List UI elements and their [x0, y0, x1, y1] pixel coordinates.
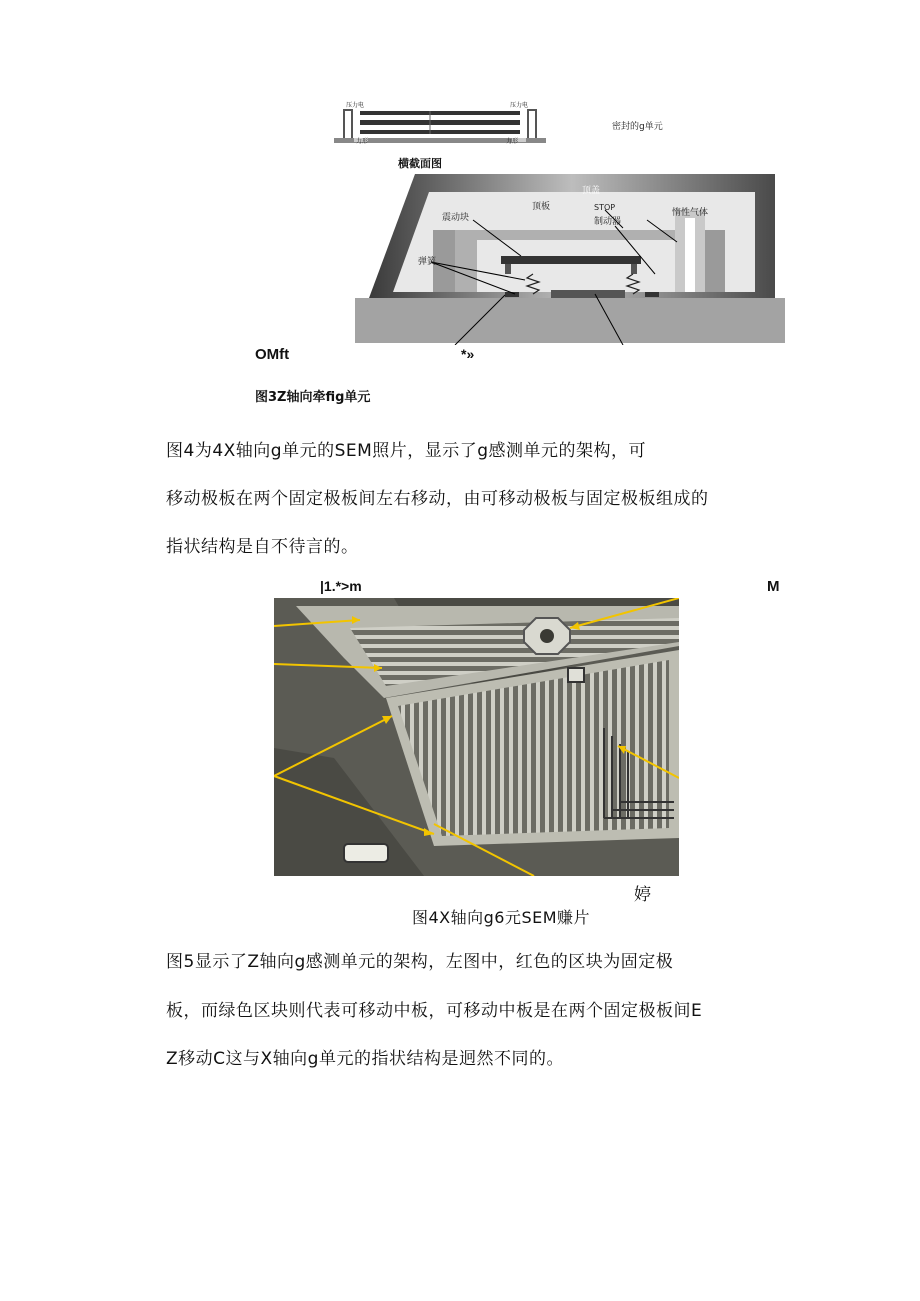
figure3-bottom-mid-text: *» [461, 346, 475, 362]
moving-block-label: 震动块 [442, 213, 470, 223]
figure4-top-right-text: M [767, 578, 780, 595]
paragraph1-line3: 指状结构是自不待言的。 [166, 537, 359, 557]
figure-3 [0, 0, 920, 410]
figure4-top-left-text: |1.*>m [320, 578, 362, 594]
top-diagram-label-right: 压力电 [510, 102, 529, 109]
sealed-g-cell-label: 密封的g单元 [612, 122, 663, 132]
paragraph2-line1: 图5显示了Z轴向g感测单元的架构，左图中，红色的区块为固定极 [166, 952, 674, 972]
cross-section-title: 横截面图 [398, 157, 442, 170]
paragraph2-line3: Z移动C这与X轴向g单元的指状结构是迥然不同的。 [166, 1049, 564, 1069]
sem-photo [274, 598, 679, 876]
paragraph2-line2: 板，而绿色区块则代表可移动中板，可移动中板是在两个固定极板间E [166, 1001, 703, 1021]
top-diagram-bottom-left: 力形 [356, 138, 369, 145]
paragraph1-line2: 移动极板在两个固定极板间左右移动，由可移动极板与固定极板组成的 [166, 489, 709, 509]
figure4-bottom-right-text: 婷 [634, 885, 651, 905]
stop-brake-label-line2: 制动器 [594, 217, 622, 227]
top-diagram-label-left: 压力电 [346, 102, 365, 109]
inert-gas-label: 惰性气体 [672, 208, 709, 218]
spring-label: 弹簧 [418, 257, 437, 267]
stop-brake-label-line1: STOP [594, 203, 616, 212]
figure4-caption: 图4X轴向g6元SEM赚片 [412, 908, 591, 927]
figure3-bottom-left-text: OMft [255, 346, 290, 363]
figure3-caption: 图3Z轴向牵fig单元 [255, 390, 371, 405]
top-diagram-bottom-right: 力形 [506, 138, 519, 145]
paragraph1-line1: 图4为4X轴向g单元的SEM照片，显示了g感测单元的架构，可 [166, 441, 647, 461]
top-cover-label: 顶盖 [582, 186, 601, 196]
top-plate-label: 顶板 [532, 202, 551, 212]
